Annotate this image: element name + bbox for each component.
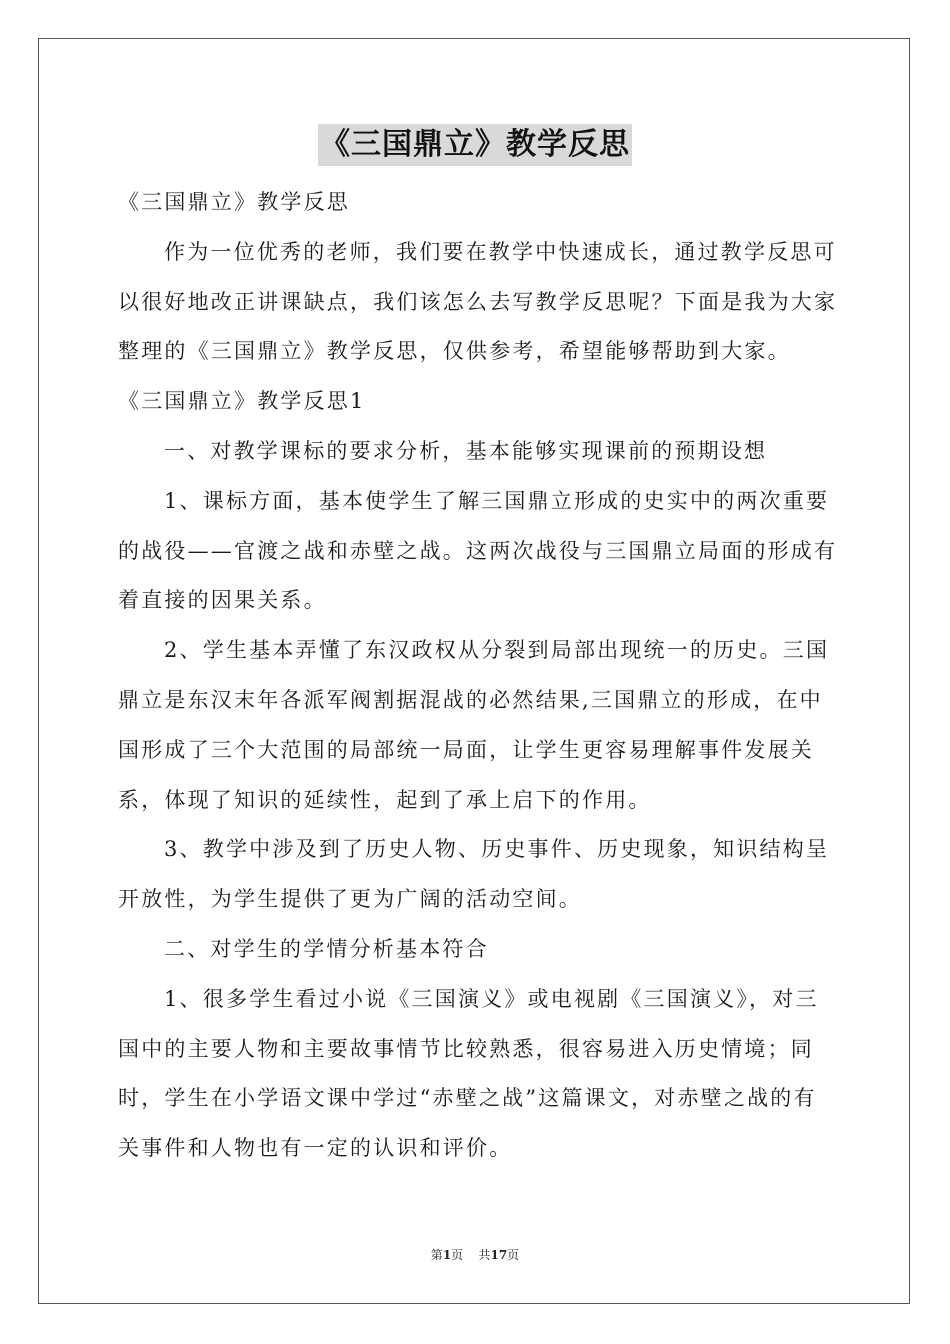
paragraph-item: 2、学生基本弄懂了东汉政权从分裂到局部出现统一的历史。三国鼎立是东汉末年各派军阀割据混战的必然结果,三国鼎立的形成，在中国形成了三个大范围的局部统一局面，让学生更容易理解事件发展关系，体现了知识的延续性，起到了承上启下的作用。 (118, 638, 830, 812)
document-title: 《三国鼎立》教学反思 (318, 124, 632, 166)
total-prefix: 共 (478, 1248, 491, 1262)
point-heading-2: 二、对学生的学情分析基本符合 (164, 936, 489, 961)
page-prefix: 第 (430, 1248, 443, 1262)
total-suffix: 页 (507, 1248, 520, 1262)
page-number: 1 (442, 1248, 452, 1262)
title-container (0, 124, 950, 166)
paragraph-item: 3、教学中涉及到了历史人物、历史事件、历史现象，知识结构呈开放性，为学生提供了更为广阔的活动空间。 (118, 837, 830, 912)
page-footer (0, 1246, 950, 1263)
document-body (118, 178, 838, 1174)
page-suffix: 页 (451, 1248, 464, 1262)
point-heading-1: 一、对教学课标的要求分析，基本能够实现课前的预期设想 (164, 438, 768, 463)
intro-paragraph: 作为一位优秀的老师，我们要在教学中快速成长，通过教学反思可以很好地改正讲课缺点，我们该怎么去写教学反思呢？下面是我为大家整理的《三国鼎立》教学反思，仅供参考，希望能够帮助到大家。 (118, 239, 838, 364)
subtitle-line: 《三国鼎立》教学反思 (118, 190, 350, 214)
paragraph-item: 1、很多学生看过小说《三国演义》或电视剧《三国演义》，对三国中的主要人物和主要故事情节比较熟悉，很容易进入历史情境；同时，学生在小学语文课中学过“赤壁之战”这篇课文，对赤壁之战的有关事件和人物也有一定的认识和评价。 (118, 986, 819, 1161)
paragraph-item: 1、课标方面，基本使学生了解三国鼎立形成的史实中的两次重要的战役——官渡之战和赤壁之战。这两次战役与三国鼎立局面的形成有着直接的因果关系。 (118, 488, 838, 613)
section-heading: 《三国鼎立》教学反思1 (118, 389, 366, 414)
total-pages: 17 (490, 1248, 508, 1262)
